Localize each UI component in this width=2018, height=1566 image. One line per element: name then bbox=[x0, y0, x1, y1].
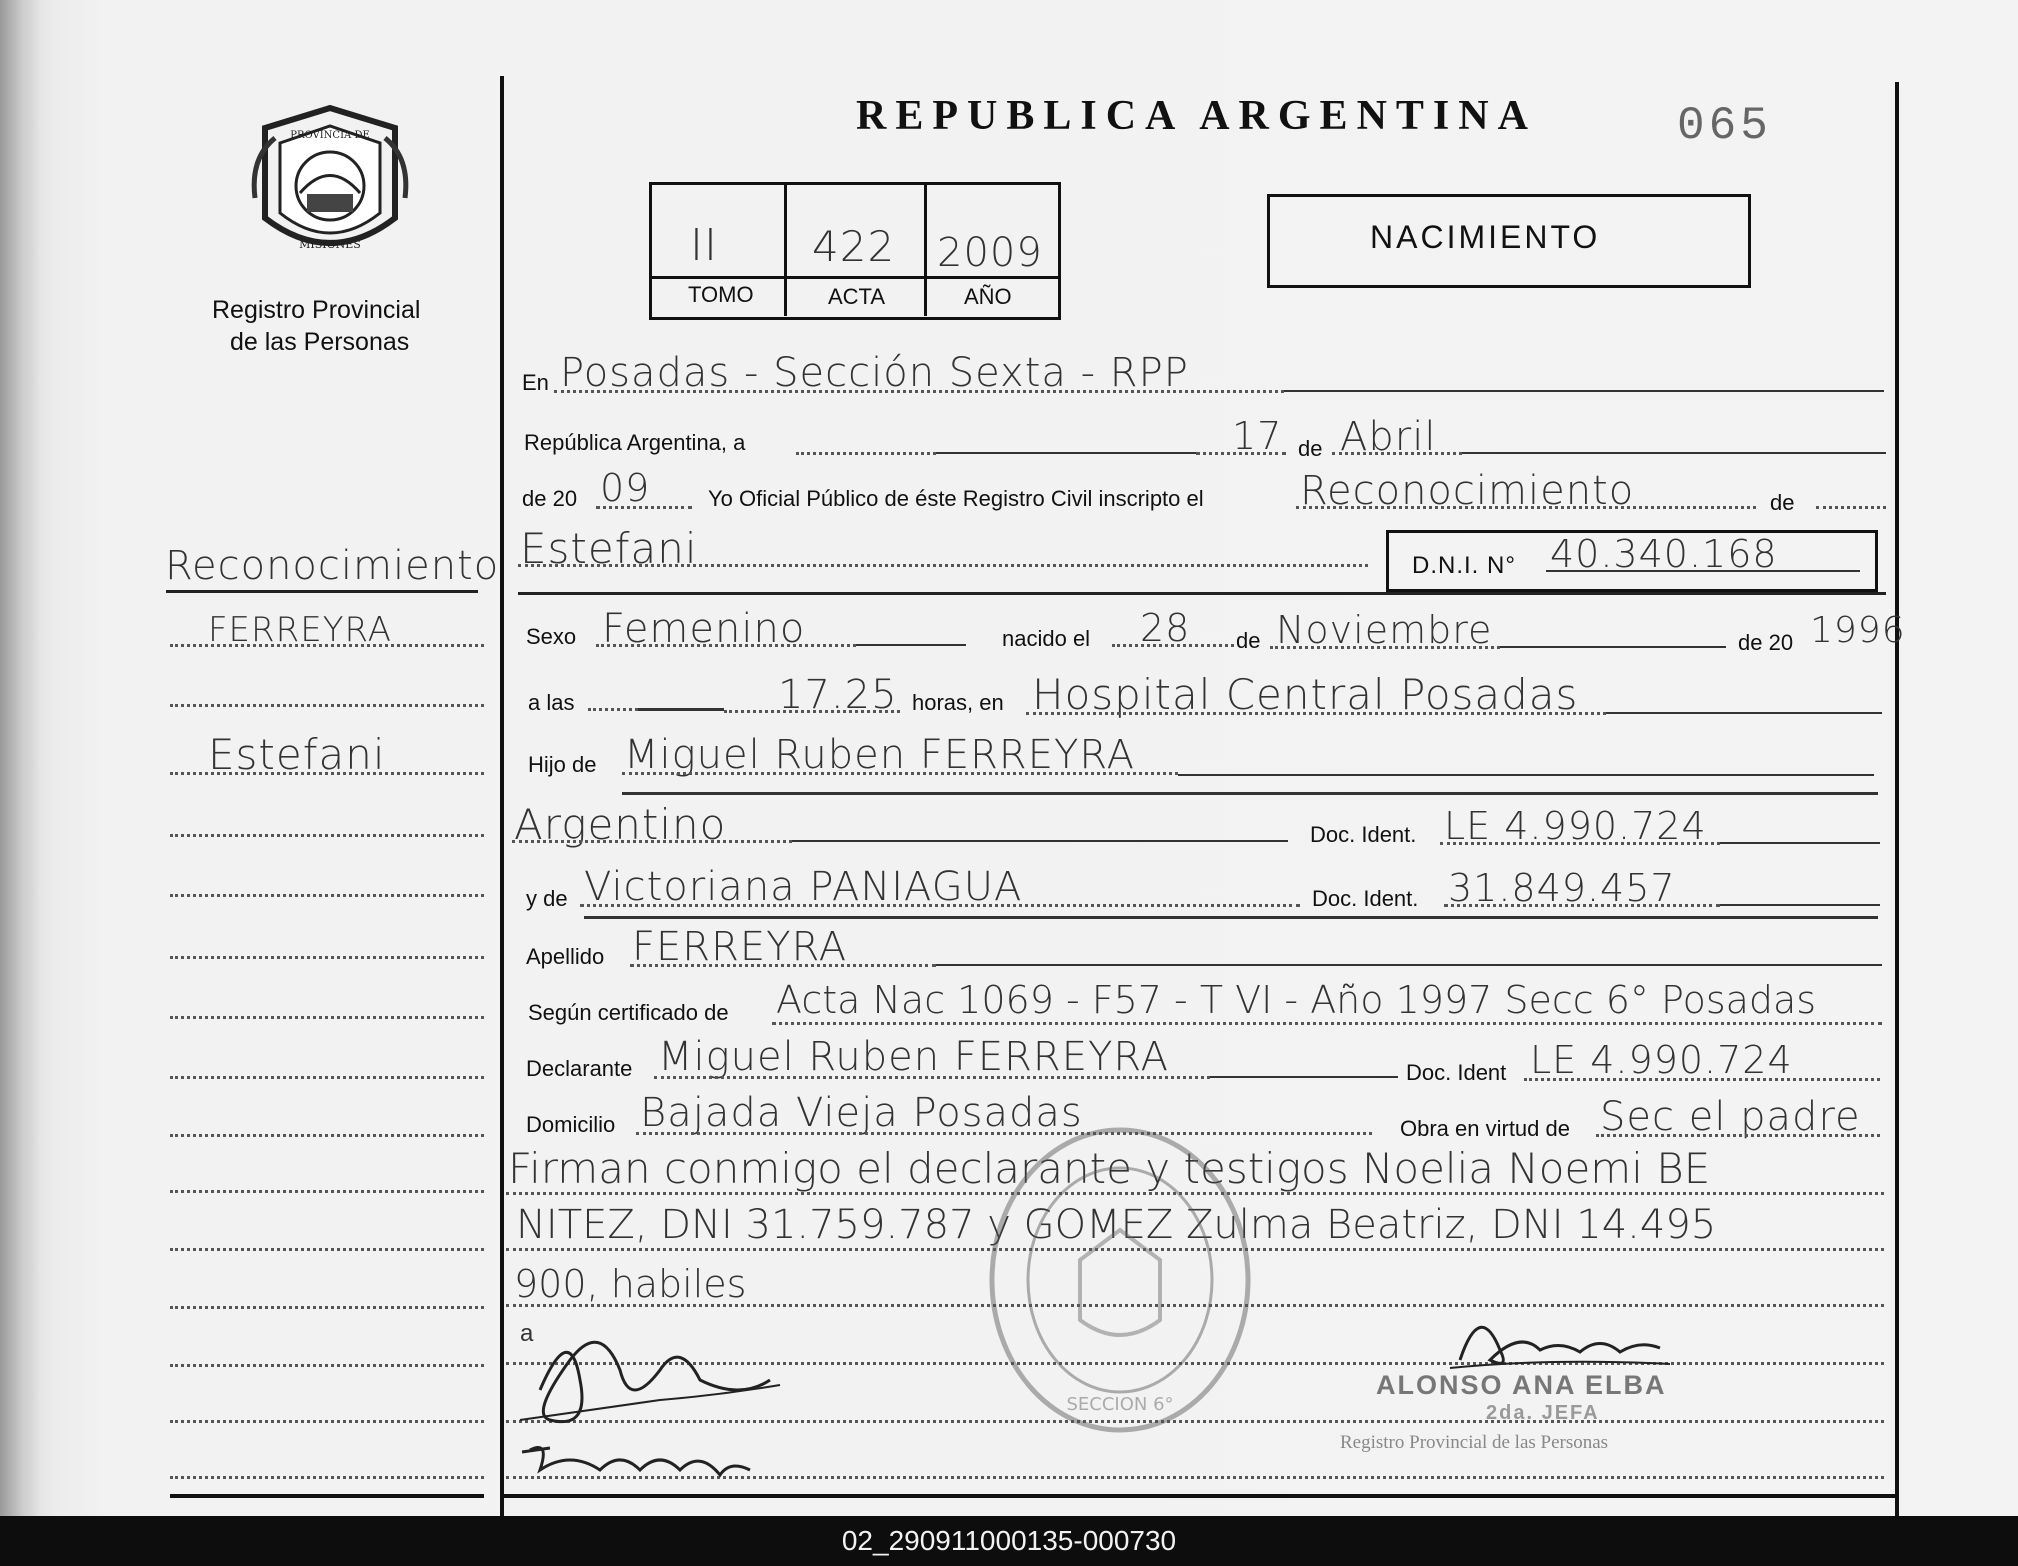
small-mark: a bbox=[520, 1320, 534, 1347]
form-line bbox=[1296, 506, 1756, 509]
declarante-label: Declarante bbox=[526, 1056, 633, 1081]
official-org: Registro Provincial de las Personas bbox=[1340, 1432, 1609, 1453]
tomo-value: II bbox=[690, 220, 718, 271]
margin-line bbox=[170, 704, 484, 707]
a-las-label: a las bbox=[528, 690, 575, 715]
year-value: 09 bbox=[600, 466, 651, 510]
form-line bbox=[856, 644, 966, 646]
form-line bbox=[1816, 506, 1886, 509]
form-line bbox=[622, 792, 1878, 795]
margin-line bbox=[170, 644, 484, 647]
margin-line bbox=[170, 1248, 484, 1251]
hijo-label: Hijo de bbox=[528, 752, 597, 777]
republica-label: República Argentina, a bbox=[524, 430, 746, 455]
folio-number: 065 bbox=[1677, 100, 1772, 152]
form-bottom-line bbox=[504, 1494, 1898, 1498]
margin-note-title: Reconocimiento bbox=[165, 543, 500, 589]
form-line bbox=[630, 964, 936, 967]
form-line bbox=[1720, 842, 1880, 844]
form-line bbox=[796, 452, 936, 455]
father-nationality: Argentino bbox=[514, 800, 727, 849]
frame-left-line bbox=[500, 76, 504, 1516]
form-line bbox=[1112, 644, 1234, 647]
page-title: REPUBLICA ARGENTINA bbox=[856, 93, 1537, 139]
form-line bbox=[936, 964, 1882, 966]
registry-name-line2: de las Personas bbox=[230, 328, 410, 356]
form-line bbox=[580, 904, 1300, 907]
segun-value: Acta Nac 1069 - F57 - T VI - Año 1997 Secc 6° Posadas bbox=[776, 978, 1817, 1022]
form-line bbox=[1270, 646, 1500, 649]
horas-en-label: horas, en bbox=[912, 690, 1004, 715]
margin-bottom-line bbox=[170, 1494, 484, 1498]
binding-shadow bbox=[0, 0, 40, 1516]
form-line bbox=[1720, 904, 1880, 906]
record-type-label: NACIMIENTO bbox=[1370, 219, 1601, 255]
doc-ident-label: Doc. Ident. bbox=[1310, 822, 1417, 847]
de-label: de bbox=[1298, 436, 1323, 461]
form-line bbox=[1546, 570, 1860, 572]
form-line bbox=[1284, 390, 1884, 392]
margin-line bbox=[170, 894, 484, 897]
form-line bbox=[518, 564, 1368, 567]
father-doc: LE 4.990.724 bbox=[1444, 804, 1707, 848]
grid-divider bbox=[784, 182, 787, 316]
de20-label: de 20 bbox=[1738, 630, 1794, 655]
signature-name-text bbox=[1500, 1304, 1503, 1305]
witnesses-line-2: NITEZ, DNI 31.759.787 y GOMEZ Zulma Beatriz, DNI 14.495 bbox=[516, 1202, 1717, 1248]
witnesses-line-3: 900, habiles bbox=[514, 1262, 747, 1306]
acta-label: ACTA bbox=[828, 284, 886, 309]
form-line bbox=[1332, 452, 1462, 455]
doc-ident-label-2: Doc. Ident. bbox=[1312, 886, 1419, 911]
form-line bbox=[724, 710, 900, 713]
margin-title-underline bbox=[166, 590, 478, 593]
domicilio-value: Bajada Vieja Posadas bbox=[640, 1090, 1083, 1136]
form-line bbox=[1440, 842, 1720, 845]
form-line bbox=[1444, 904, 1720, 907]
month-value: Abril bbox=[1340, 414, 1437, 460]
yde-label: y de bbox=[526, 886, 568, 911]
margin-line bbox=[170, 1420, 484, 1423]
svg-text:SECCION 6°: SECCION 6° bbox=[1066, 1394, 1174, 1415]
form-line bbox=[1178, 774, 1874, 776]
domicilio-label: Domicilio bbox=[526, 1112, 616, 1137]
grid-divider bbox=[924, 182, 927, 316]
margin-line bbox=[170, 1076, 484, 1079]
form-line bbox=[622, 772, 1178, 775]
declarante-doc: LE 4.990.724 bbox=[1530, 1038, 1793, 1082]
anio-value: 2009 bbox=[937, 230, 1043, 276]
form-line bbox=[596, 506, 692, 509]
registrant-name: Estefani bbox=[520, 524, 698, 573]
form-line bbox=[772, 1022, 1882, 1025]
margin-surname: FERREYRA bbox=[208, 610, 393, 650]
mother-name: Victoriana PANIAGUA bbox=[584, 864, 1023, 910]
dni-label: D.N.I. N° bbox=[1412, 552, 1516, 579]
sexo-label: Sexo bbox=[526, 624, 577, 649]
segun-label: Según certificado de bbox=[528, 1000, 729, 1025]
nacido-month: Noviembre bbox=[1276, 608, 1493, 652]
form-line bbox=[1026, 712, 1606, 715]
doc-ident-label-3: Doc. Ident bbox=[1406, 1060, 1507, 1085]
obra-value: Sec el padre bbox=[1600, 1094, 1861, 1140]
form-line bbox=[1462, 452, 1886, 454]
tomo-label: TOMO bbox=[688, 282, 754, 307]
form-line bbox=[588, 708, 638, 711]
inscripto-value: Reconocimiento bbox=[1300, 468, 1635, 514]
registry-name-line1: Registro Provincial bbox=[212, 296, 421, 324]
image-id-footer: 02_290911000135-000730 bbox=[0, 1516, 2018, 1566]
apellido-label: Apellido bbox=[526, 944, 605, 969]
form-line bbox=[1500, 646, 1726, 648]
year-prefix: de 20 bbox=[522, 486, 578, 511]
apellido-value: FERREYRA bbox=[632, 924, 848, 970]
day-value: 17 bbox=[1232, 414, 1283, 458]
witness-signatures-icon bbox=[510, 1300, 790, 1490]
nacido-label: nacido el bbox=[1002, 626, 1091, 651]
margin-line bbox=[170, 1190, 484, 1193]
dni-value: 40.340.168 bbox=[1550, 532, 1778, 576]
official-stamp-icon bbox=[980, 1120, 1260, 1440]
declarante-value: Miguel Ruben FERREYRA bbox=[658, 1034, 1169, 1080]
official-name: ALONSO ANA ELBA bbox=[1376, 1370, 1667, 1400]
margin-line bbox=[170, 1016, 484, 1019]
form-line bbox=[936, 452, 1196, 454]
margin-given-name: Estefani bbox=[208, 730, 386, 779]
form-line bbox=[792, 840, 1288, 842]
form-line bbox=[584, 916, 1878, 919]
form-line bbox=[1524, 1078, 1880, 1081]
grid-divider bbox=[649, 276, 1059, 279]
en-label: En bbox=[522, 370, 549, 395]
svg-text:PROVINCIA DE: PROVINCIA DE bbox=[290, 130, 370, 141]
province-seal-icon bbox=[245, 98, 415, 273]
birth-place-value: Hospital Central Posadas bbox=[1032, 670, 1579, 719]
place-value: Posadas - Sección Sexta - RPP bbox=[560, 350, 1189, 396]
hora-value: 17.25 bbox=[778, 672, 898, 718]
form-line bbox=[596, 644, 856, 647]
form-line bbox=[1596, 1134, 1880, 1137]
svg-text:MISIONES: MISIONES bbox=[299, 238, 361, 251]
obra-label: Obra en virtud de bbox=[1400, 1116, 1570, 1141]
frame-right-line bbox=[1895, 82, 1899, 1516]
form-line bbox=[554, 390, 1284, 393]
anio-label: AÑO bbox=[964, 284, 1012, 309]
sexo-value: Femenino bbox=[602, 606, 806, 652]
form-line bbox=[1196, 452, 1286, 455]
margin-line bbox=[170, 834, 484, 837]
form-line bbox=[518, 592, 1886, 595]
father-name: Miguel Ruben FERREYRA bbox=[624, 732, 1135, 778]
margin-line bbox=[170, 1364, 484, 1367]
nacido-day: 28 bbox=[1140, 606, 1191, 650]
form-line bbox=[1210, 1076, 1398, 1078]
nacido-year: 1996 bbox=[1810, 610, 1906, 651]
margin-line bbox=[170, 1306, 484, 1309]
margin-line bbox=[170, 956, 484, 959]
de-label-2: de bbox=[1770, 490, 1795, 515]
margin-line bbox=[170, 772, 484, 775]
official-title: 2da. JEFA bbox=[1486, 1402, 1600, 1424]
margin-line bbox=[170, 1134, 484, 1137]
form-line bbox=[1606, 712, 1882, 714]
mother-doc: 31.849.457 bbox=[1448, 866, 1676, 910]
form-line bbox=[654, 1076, 1210, 1079]
official-signature-icon bbox=[1440, 1290, 1680, 1380]
inscripto-text: Yo Oficial Público de éste Registro Civil inscripto el bbox=[708, 486, 1204, 511]
witnesses-line-1: Firman conmigo el declarante y testigos Noelia Noemi BE bbox=[508, 1144, 1711, 1193]
form-line bbox=[512, 840, 792, 843]
form-line bbox=[638, 708, 724, 711]
margin-line bbox=[170, 1476, 484, 1479]
de-label-3: de bbox=[1236, 628, 1261, 653]
acta-value: 422 bbox=[812, 222, 896, 271]
